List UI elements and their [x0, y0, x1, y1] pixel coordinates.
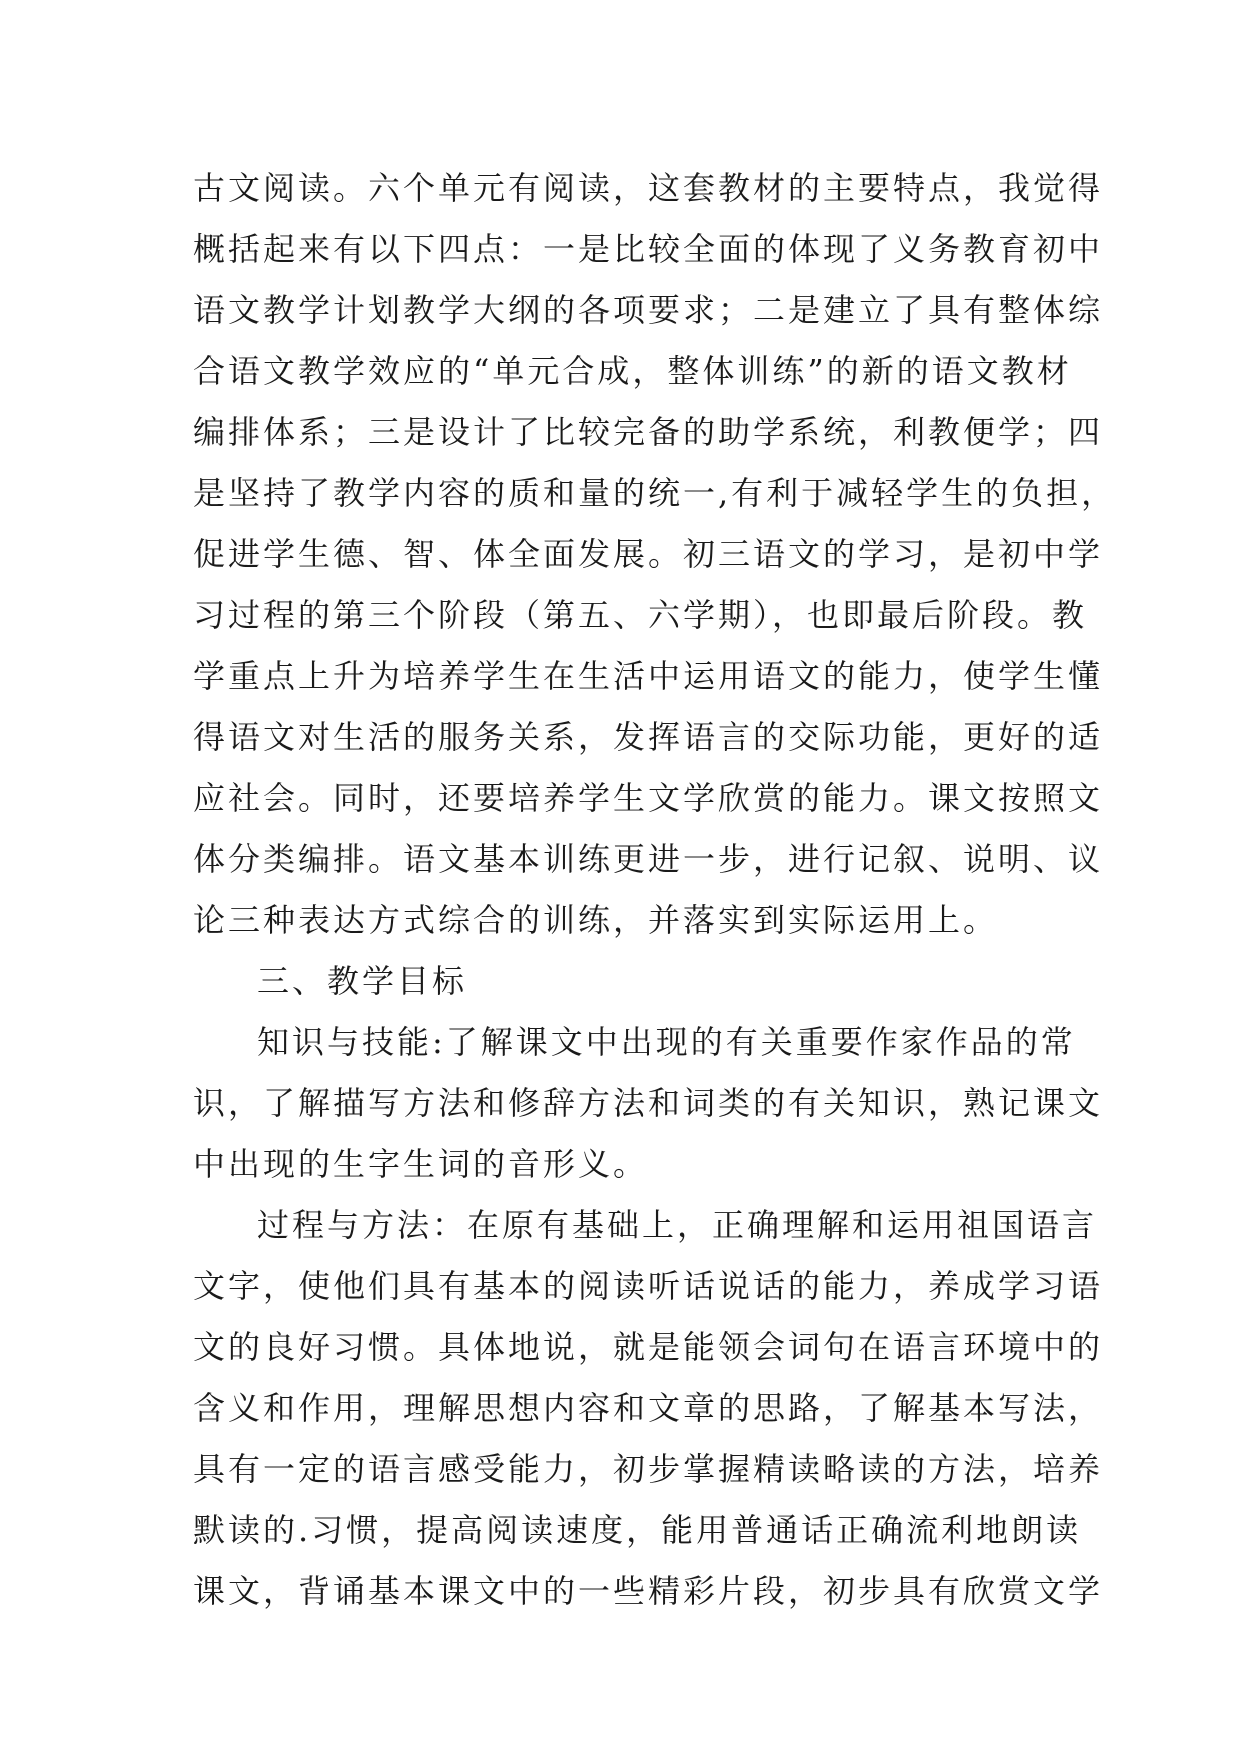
body-line: 合语文教学效应的“单元合成，整体训练”的新的语文教材	[193, 352, 1072, 390]
body-line: 含义和作用，理解思想内容和文章的思路，了解基本写法，	[193, 1389, 1104, 1427]
body-line: 概括起来有以下四点：一是比较全面的体现了义务教育初中	[193, 230, 1104, 268]
body-line: 体分类编排。语文基本训练更进一步，进行记叙、说明、议	[193, 840, 1104, 878]
body-line: 具有一定的语言感受能力，初步掌握精读略读的方法，培养	[193, 1450, 1104, 1488]
body-line: 应社会。同时，还要培养学生文学欣赏的能力。课文按照文	[193, 779, 1104, 817]
body-line: 促进学生德、智、体全面发展。初三语文的学习，是初中学	[193, 535, 1104, 573]
body-line: 过程与方法：在原有基础上，正确理解和运用祖国语言	[257, 1206, 1098, 1244]
body-line: 古文阅读。六个单元有阅读，这套教材的主要特点，我觉得	[193, 169, 1104, 207]
body-line: 学重点上升为培养学生在生活中运用语文的能力，使学生懂	[193, 657, 1104, 695]
body-line: 编排体系；三是设计了比较完备的助学系统，利教便学；四	[193, 413, 1104, 451]
document-body	[193, 158, 1117, 1622]
body-line: 是坚持了教学内容的质和量的统一,有利于减轻学生的负担，	[193, 474, 1117, 512]
section-heading: 三、教学目标	[257, 962, 468, 1000]
body-line: 中出现的生字生词的音形义。	[193, 1145, 649, 1183]
body-line: 语文教学计划教学大纲的各项要求；二是建立了具有整体综	[193, 291, 1104, 329]
body-line: 默读的.习惯，提高阅读速度，能用普通话正确流利地朗读	[193, 1511, 1082, 1549]
body-line: 知识与技能:了解课文中出现的有关重要作家作品的常	[257, 1023, 1076, 1061]
body-line: 论三种表达方式综合的训练，并落实到实际运用上。	[193, 901, 999, 939]
body-line: 文字，使他们具有基本的阅读听话说话的能力，养成学习语	[193, 1267, 1104, 1305]
body-line: 课文，背诵基本课文中的一些精彩片段，初步具有欣赏文学	[193, 1572, 1104, 1610]
body-line: 得语文对生活的服务关系，发挥语言的交际功能，更好的适	[193, 718, 1104, 756]
body-line: 识，了解描写方法和修辞方法和词类的有关知识，熟记课文	[193, 1084, 1104, 1122]
body-line: 文的良好习惯。具体地说，就是能领会词句在语言环境中的	[193, 1328, 1104, 1366]
body-line: 习过程的第三个阶段（第五、六学期），也即最后阶段。教	[193, 596, 1088, 634]
